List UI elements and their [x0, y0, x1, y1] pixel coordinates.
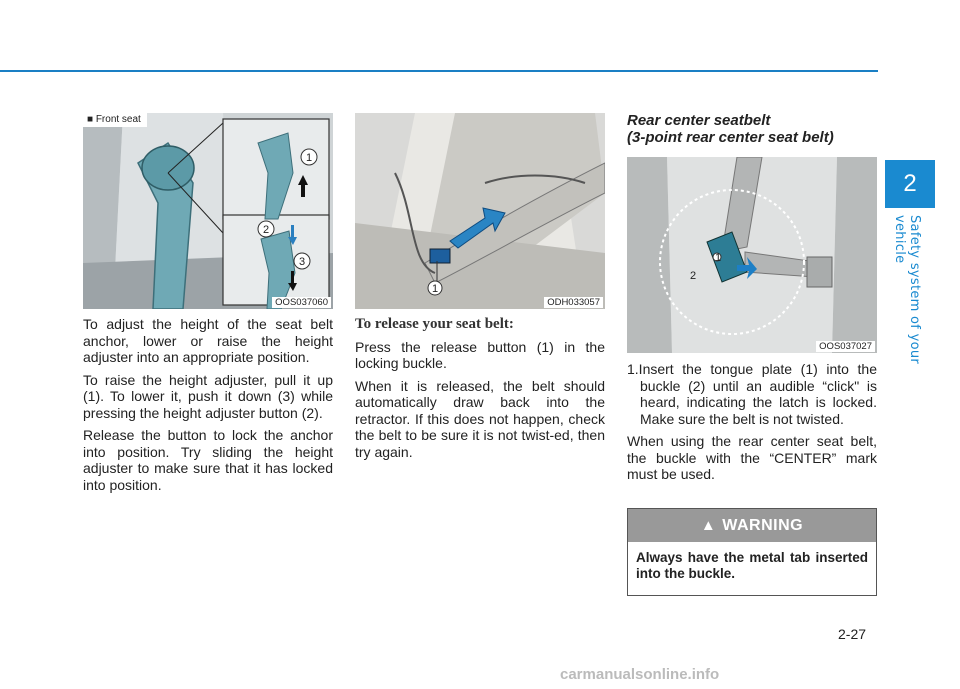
callout-2: 2: [689, 270, 697, 282]
warning-icon: ▲: [700, 517, 717, 534]
header-rule: [0, 70, 878, 72]
column-1-text: [83, 316, 333, 499]
warning-text: Always have the metal tab inserted into the buckle.: [636, 550, 868, 581]
chapter-title: Safety system of your vehicle: [892, 215, 922, 365]
paragraph: Release the button to lock the anchor into position. Try sliding the height adjuster to make sure that it has locked into position.: [83, 427, 333, 493]
callout-3: 3: [298, 256, 306, 268]
callout-1: 1: [714, 252, 722, 264]
column-3-text: [627, 361, 877, 489]
figure-code: OOS037060: [272, 297, 331, 308]
warning-header: [628, 509, 876, 542]
section-heading: [627, 112, 834, 146]
callout-2: 2: [262, 224, 270, 236]
rear-center-belt-illustration: [627, 157, 877, 353]
paragraph: Press the release button (1) in the locking buckle.: [355, 338, 605, 371]
subheading: To release your seat belt:: [355, 316, 514, 332]
paragraph: To raise the height adjuster, pull it up (1). To lower it, push it down (3) while pressing the height adjuster button (2).: [83, 371, 333, 421]
release-belt-illustration: [355, 113, 605, 309]
callout-1: 1: [305, 152, 313, 164]
figure-code: ODH033057: [544, 297, 603, 308]
warning-box: [627, 508, 877, 596]
page-number: 2-27: [838, 626, 867, 642]
figure-code: OOS037027: [816, 341, 875, 352]
paragraph: To adjust the height of the seat belt anchor, lower or raise the height adjuster into an appropriate position.: [83, 316, 333, 365]
callout-1: 1: [431, 283, 439, 295]
front-seat-figure: [83, 113, 333, 309]
watermark: carmanualsonline.info: [560, 666, 720, 683]
section-heading-line1: Rear center seatbelt: [627, 112, 771, 129]
release-belt-figure: [355, 113, 605, 309]
list-item: 1.Insert the tongue plate (1) into the buckle (2) until an audible “click" is heard, indicating the latch is locked. Make sure the belt is not twisted.: [627, 361, 877, 427]
front-seat-illustration: [83, 113, 333, 309]
figure-caption: ■ Front seat: [83, 113, 147, 127]
chapter-tab[interactable]: [885, 160, 935, 208]
paragraph: When using the rear center seat belt, the buckle with the “CENTER” mark must be used.: [627, 433, 877, 482]
column-2-text: [355, 316, 605, 466]
section-heading-line2: (3-point rear center seat belt): [627, 129, 834, 146]
chapter-number: 2: [903, 170, 917, 197]
step-list: [627, 361, 877, 427]
warning-title: WARNING: [722, 516, 804, 534]
paragraph: When it is released, the belt should automatically draw back into the retractor. If this does not happen, check the belt to be sure it is not twist-ed, then try again.: [355, 377, 605, 460]
rear-center-belt-figure: [627, 157, 877, 353]
